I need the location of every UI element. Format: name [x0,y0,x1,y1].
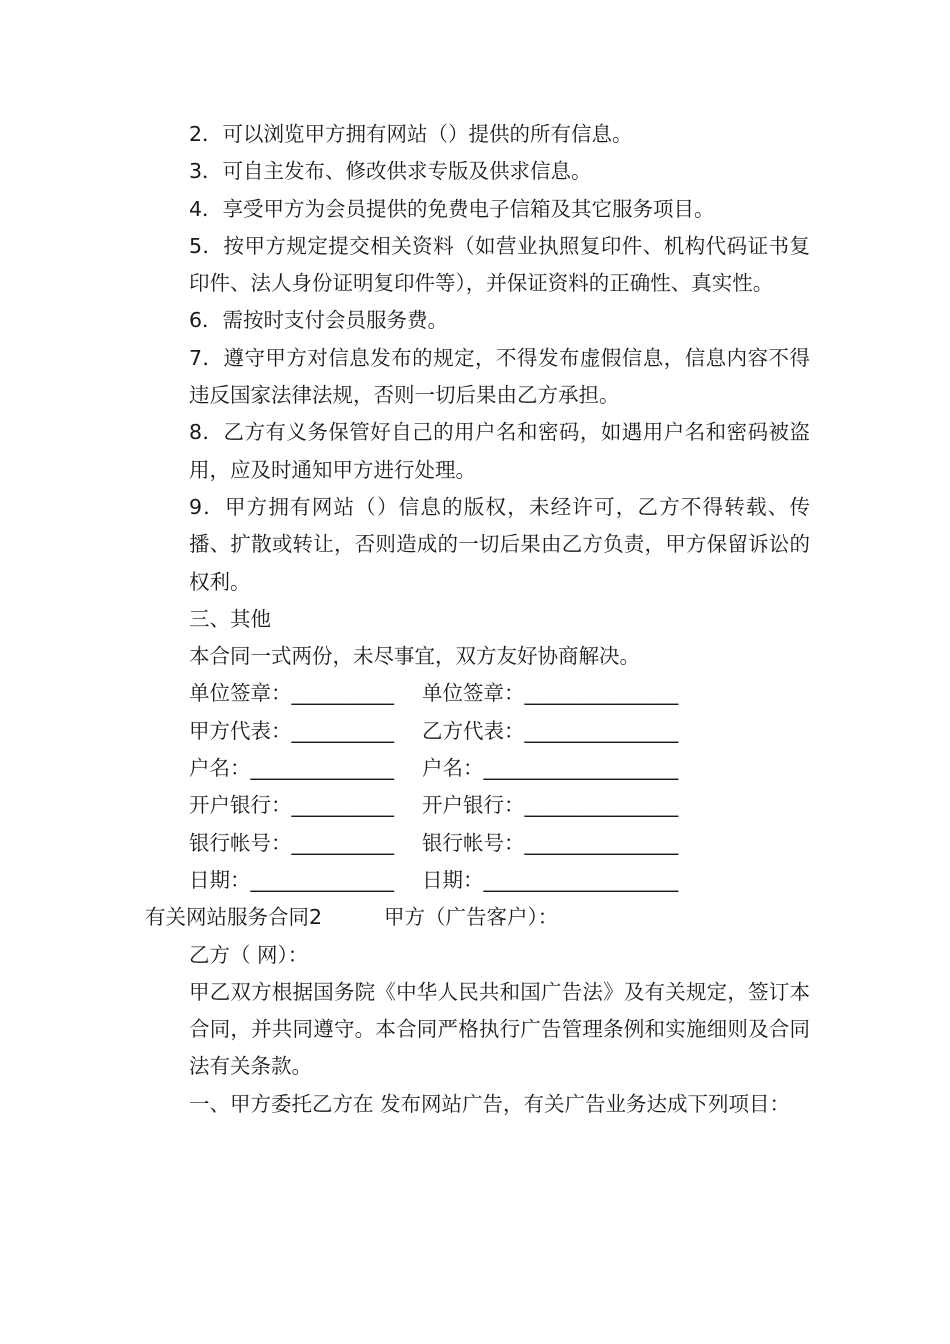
signature-row [145,862,810,899]
item-text: 享受甲方为会员提供的免费电子信箱及其它服务项目。 [222,196,715,221]
signature-row [145,825,810,862]
party-a-label: 甲方（广告客户）： [384,905,559,930]
item-number: 5． [189,233,224,258]
document-body [145,116,810,1123]
signature-field-left: 单位签章：__________ [189,681,394,706]
signature-field-left: 银行帐号：__________ [189,830,394,855]
signature-row [145,713,810,750]
item-number: 3． [189,159,223,184]
list-item [145,191,810,228]
list-item [145,340,810,415]
list-item [145,153,810,190]
signature-row [145,750,810,787]
item-text: 乙方有义务保管好自己的用户名和密码，如遇用户名和密码被盗用，应及时通知甲方进行处理。 [189,420,811,482]
item-number: 6． [189,308,223,333]
signature-field-left: 甲方代表：__________ [189,718,394,743]
item-text: 可自主发布、修改供求专版及供求信息。 [222,159,592,184]
signature-field-right: 户名：___________________ [422,756,679,781]
item-number: 2． [189,122,223,146]
list-item [145,302,810,339]
contract2-title-line [145,899,810,936]
item-number: 8． [189,420,224,445]
signature-field-right: 单位签章：_______________ [422,681,679,706]
signature-field-right: 银行帐号：_______________ [422,830,679,855]
list-item [145,414,810,489]
item-number: 9． [189,494,225,519]
signature-field-left: 户名：______________ [189,756,394,781]
list-item [145,228,810,303]
contract2-clause-1: 一、甲方委托乙方在 发布网站广告，有关广告业务达成下列项目： [189,1091,791,1116]
section-text: 本合同一式两份，未尽事宜，双方友好协商解决。 [189,644,640,669]
item-text: 需按时支付会员服务费。 [222,308,449,333]
signature-row [145,675,810,712]
signature-field-left: 开户银行：__________ [189,793,394,818]
item-text: 按甲方规定提交相关资料（如营业执照复印件、机构代码证书复印件、法人身份证明复印件等），并保证资料的正确性、真实性。 [189,233,811,296]
signature-field-right: 开户银行：_______________ [422,793,679,818]
item-number: 4． [189,196,223,221]
section-heading: 三、其他 [189,606,271,631]
contract2-intro: 甲乙双方根据国务院《中华人民共和国广告法》及有关规定，签订本合同，并共同遵守。本合同严格执行广告管理条例和实施细则及合同法有关条款。 [189,979,810,1079]
signature-field-left: 日期：______________ [189,867,394,892]
item-text: 遵守甲方对信息发布的规定，不得发布虚假信息，信息内容不得违反国家法律法规，否则一切后果由乙方承担。 [189,345,811,408]
signature-field-right: 乙方代表：_______________ [422,718,679,743]
signature-field-right: 日期：___________________ [422,867,679,892]
party-b-label: 乙方（ 网）： [189,942,309,967]
list-item [145,489,810,601]
item-text: 可以浏览甲方拥有网站（）提供的所有信息。 [222,122,633,146]
signature-row [145,787,810,824]
list-item [145,116,810,153]
item-number: 7． [189,345,224,370]
item-text: 甲方拥有网站（）信息的版权，未经许可，乙方不得转载、传播、扩散或转让，否则造成的一切后果由乙方负责，甲方保留诉讼的权利。 [189,494,810,594]
contract2-title: 有关网站服务合同2 [145,905,323,930]
